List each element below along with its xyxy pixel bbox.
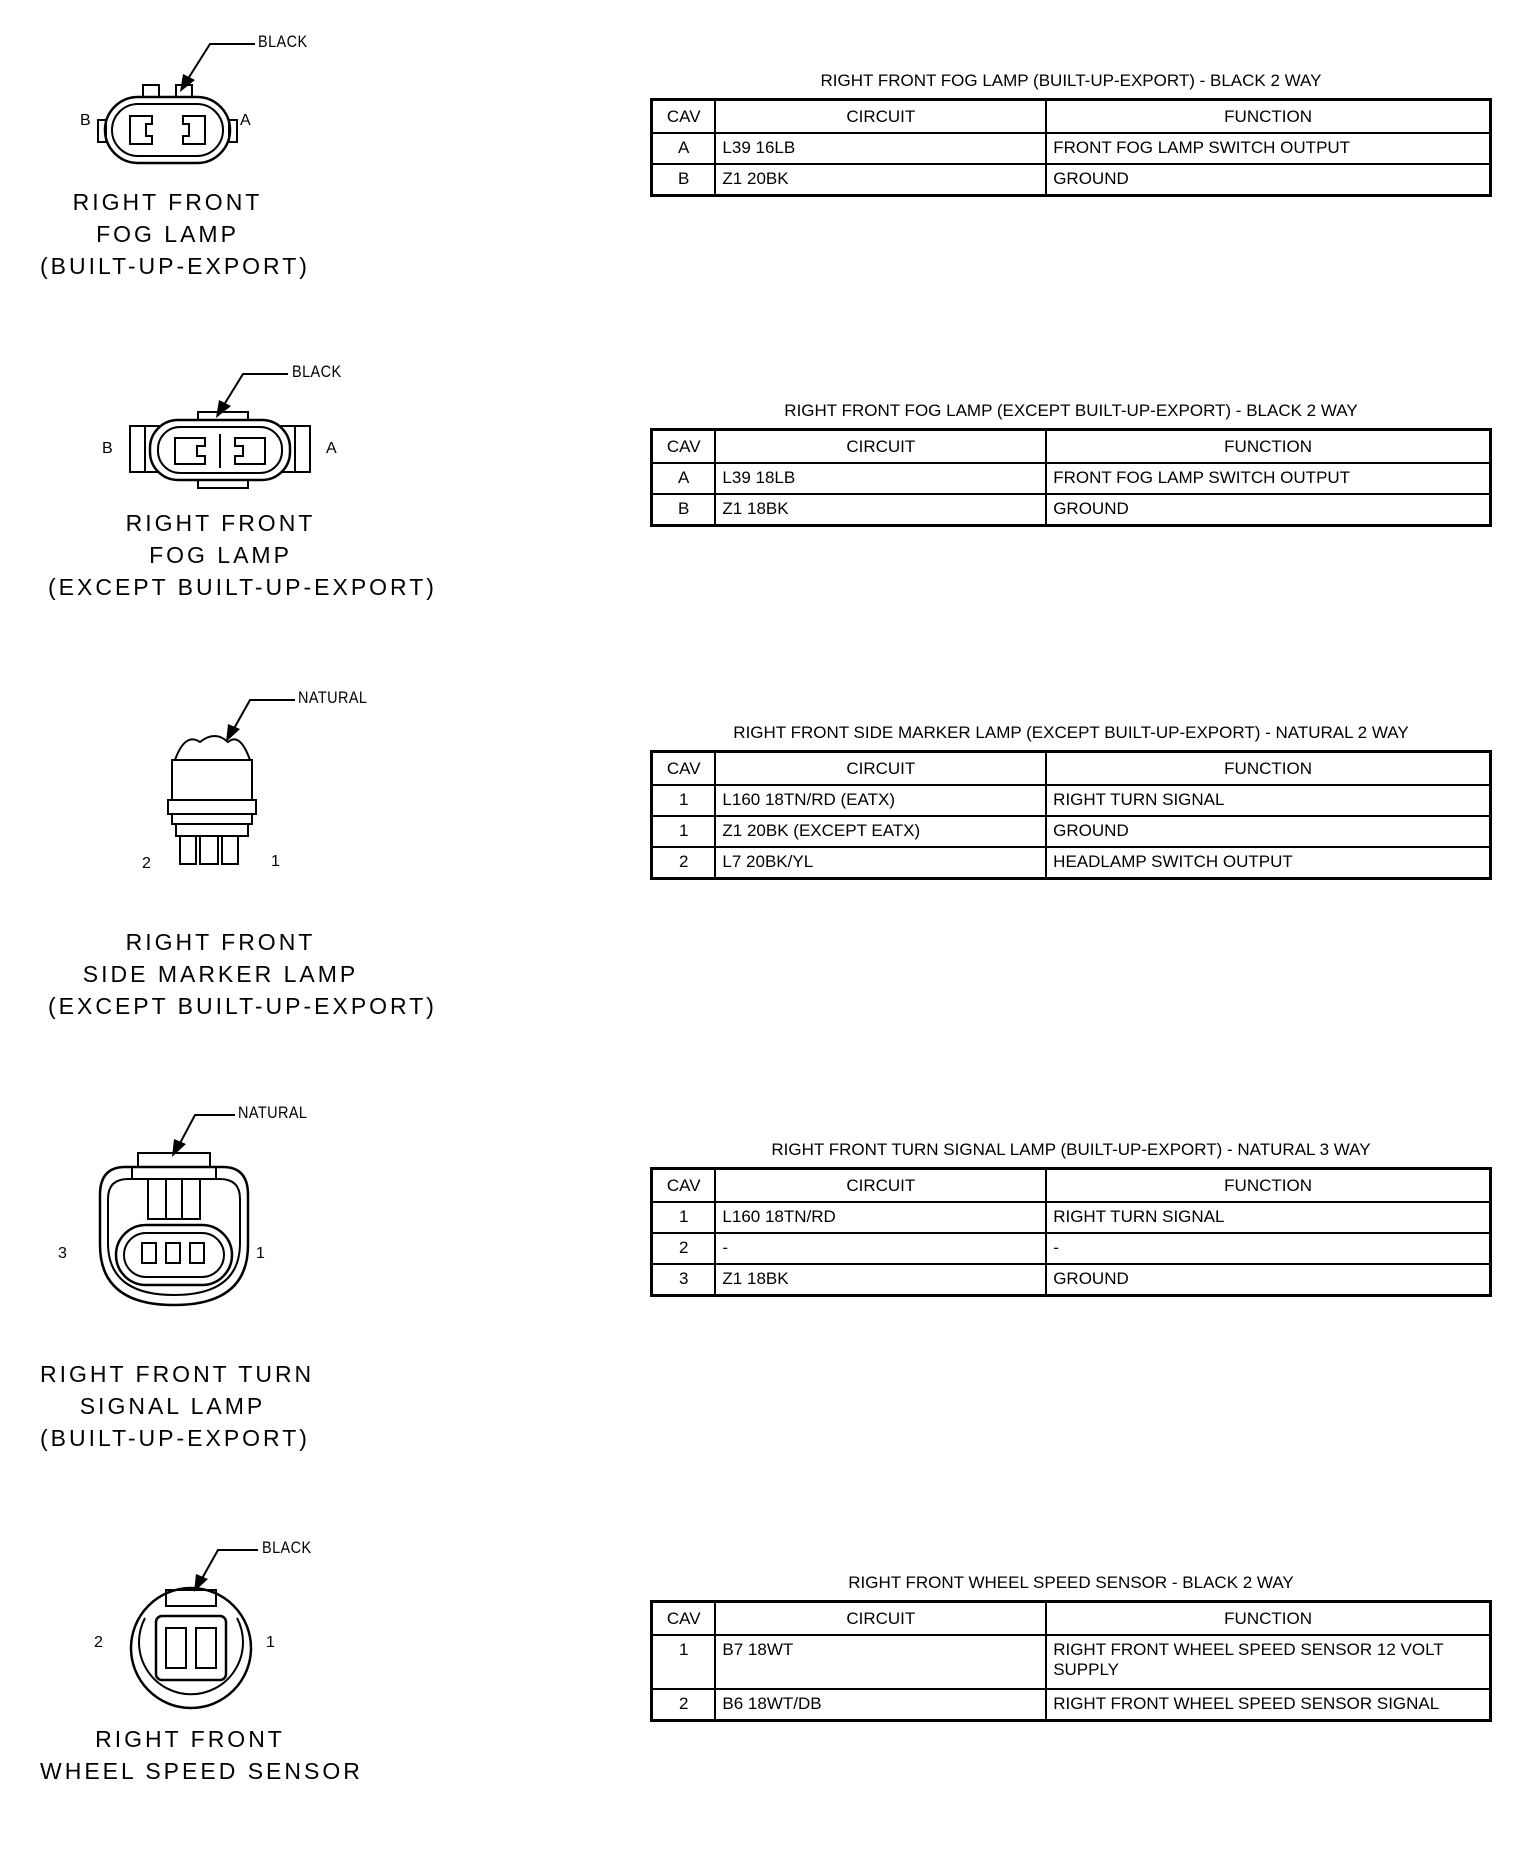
circuit-cell: L7 20BK/YL (715, 847, 1046, 878)
pinout-table (650, 750, 1492, 880)
table-row (652, 785, 1491, 816)
fog-lamp-connector-icon (0, 350, 437, 650)
circuit-cell: Z1 18BK (715, 494, 1046, 525)
table-row (652, 1264, 1491, 1295)
header-circuit: CIRCUIT (715, 1602, 1046, 1636)
cav-cell: 1 (652, 1202, 716, 1233)
pin-label-left: B (80, 112, 91, 129)
function-cell: GROUND (1046, 1264, 1490, 1295)
function-cell: FRONT FOG LAMP SWITCH OUTPUT (1046, 133, 1490, 164)
circuit-cell: - (715, 1233, 1046, 1264)
cav-cell: 2 (652, 1689, 716, 1720)
header-function: FUNCTION (1046, 1602, 1490, 1636)
caption-line: SIDE MARKER LAMP (82, 961, 359, 987)
pin-label-right: 1 (256, 1245, 265, 1262)
circuit-cell: L160 18TN/RD (EATX) (715, 785, 1046, 816)
cav-cell: 1 (652, 1635, 716, 1689)
connector-title: RIGHT FRONT SIDE MARKER LAMP (EXCEPT BUILT-UP-EXPORT) - NATURAL 2 WAY (733, 723, 1409, 742)
circuit-cell: L39 16LB (715, 133, 1046, 164)
color-label: NATURAL (298, 688, 368, 707)
header-circuit: CIRCUIT (715, 752, 1046, 786)
caption-line: (BUILT-UP-EXPORT) (40, 253, 310, 279)
function-cell: GROUND (1046, 816, 1490, 847)
table-row (652, 494, 1491, 525)
cav-cell: 2 (652, 1233, 716, 1264)
table-header-row (652, 100, 1491, 134)
circuit-cell: Z1 20BK (715, 164, 1046, 195)
caption-line: SIGNAL LAMP (79, 1393, 266, 1419)
pin-label-left: B (102, 440, 113, 457)
connector-title: RIGHT FRONT FOG LAMP (BUILT-UP-EXPORT) - BLACK 2 WAY (820, 71, 1322, 90)
cav-cell: B (652, 164, 716, 195)
function-cell: RIGHT FRONT WHEEL SPEED SENSOR 12 VOLT SUPPLY (1046, 1635, 1490, 1689)
cav-cell: 1 (652, 785, 716, 816)
caption-line: WHEEL SPEED SENSOR (40, 1758, 363, 1784)
header-function: FUNCTION (1046, 430, 1490, 464)
function-cell: GROUND (1046, 494, 1490, 525)
connector-title: RIGHT FRONT TURN SIGNAL LAMP (BUILT-UP-EXPORT) - NATURAL 3 WAY (771, 1140, 1371, 1159)
color-label: NATURAL (238, 1103, 308, 1122)
table-row (652, 133, 1491, 164)
circuit-cell: Z1 20BK (EXCEPT EATX) (715, 816, 1046, 847)
pin-label-right: 1 (271, 853, 280, 870)
cav-cell: 1 (652, 816, 716, 847)
connector-caption (40, 1723, 363, 1787)
caption-line: RIGHT FRONT TURN (40, 1361, 315, 1387)
header-cav: CAV (652, 1602, 716, 1636)
pin-label-left: 2 (142, 855, 151, 872)
cav-cell: 3 (652, 1264, 716, 1295)
circuit-cell: B7 18WT (715, 1635, 1046, 1689)
pinout-table (650, 98, 1492, 197)
header-function: FUNCTION (1046, 1169, 1490, 1203)
caption-line: RIGHT FRONT (125, 929, 316, 955)
table-row (652, 816, 1491, 847)
pin-label-left: 2 (94, 1634, 103, 1651)
caption-line: FOG LAMP (96, 221, 239, 247)
caption-line: RIGHT FRONT (125, 510, 316, 536)
header-cav: CAV (652, 100, 716, 134)
connector-drawing-wheel-speed-sensor (0, 1530, 420, 1860)
function-cell: HEADLAMP SWITCH OUTPUT (1046, 847, 1490, 878)
connector-caption (48, 507, 437, 603)
turn-signal-connector-icon (0, 1095, 420, 1335)
function-cell: - (1046, 1233, 1490, 1264)
table-row (652, 1635, 1491, 1689)
circuit-cell: L160 18TN/RD (715, 1202, 1046, 1233)
caption-line: (EXCEPT BUILT-UP-EXPORT) (48, 993, 437, 1019)
header-circuit: CIRCUIT (715, 1169, 1046, 1203)
cav-cell: A (652, 463, 716, 494)
table-row (652, 1689, 1491, 1720)
pin-label-left: 3 (58, 1245, 67, 1262)
table-row (652, 1233, 1491, 1264)
table-header-row (652, 1169, 1491, 1203)
cav-cell: 2 (652, 847, 716, 878)
circuit-cell: L39 18LB (715, 463, 1046, 494)
pinout-table (650, 1600, 1492, 1722)
header-circuit: CIRCUIT (715, 430, 1046, 464)
table-header-row (652, 430, 1491, 464)
function-cell: FRONT FOG LAMP SWITCH OUTPUT (1046, 463, 1490, 494)
caption-line: (BUILT-UP-EXPORT) (40, 1425, 310, 1451)
connector-title: RIGHT FRONT WHEEL SPEED SENSOR - BLACK 2 WAY (848, 1573, 1294, 1592)
function-cell: GROUND (1046, 164, 1490, 195)
color-label: BLACK (262, 1538, 312, 1557)
table-row (652, 847, 1491, 878)
caption-line: RIGHT FRONT (95, 1726, 285, 1752)
connector-caption (48, 926, 437, 1022)
header-cav: CAV (652, 1169, 716, 1203)
color-label: BLACK (258, 32, 308, 51)
pinout-table (650, 1167, 1492, 1297)
table-row (652, 1202, 1491, 1233)
connector-drawing-fog-lamp-export (0, 20, 420, 350)
pin-label-right: A (326, 440, 337, 457)
caption-line: RIGHT FRONT (72, 189, 263, 215)
table-row (652, 164, 1491, 195)
circuit-cell: Z1 18BK (715, 1264, 1046, 1295)
caption-line: (EXCEPT BUILT-UP-EXPORT) (48, 574, 437, 600)
caption-line: FOG LAMP (149, 542, 292, 568)
pinout-table (650, 428, 1492, 527)
pin-label-right: A (240, 112, 251, 129)
circuit-cell: B6 18WT/DB (715, 1689, 1046, 1720)
table-header-row (652, 1602, 1491, 1636)
cav-cell: A (652, 133, 716, 164)
header-function: FUNCTION (1046, 100, 1490, 134)
function-cell: RIGHT TURN SIGNAL (1046, 1202, 1490, 1233)
function-cell: RIGHT TURN SIGNAL (1046, 785, 1490, 816)
connector-title: RIGHT FRONT FOG LAMP (EXCEPT BUILT-UP-EXPORT) - BLACK 2 WAY (784, 401, 1358, 420)
side-marker-connector-icon (0, 680, 420, 920)
connector-caption (40, 186, 310, 282)
table-row (652, 463, 1491, 494)
color-label: BLACK (292, 362, 342, 381)
cav-cell: B (652, 494, 716, 525)
header-cav: CAV (652, 752, 716, 786)
table-header-row (652, 752, 1491, 786)
pin-label-right: 1 (266, 1634, 275, 1651)
header-cav: CAV (652, 430, 716, 464)
connector-caption (40, 1358, 315, 1454)
wheel-speed-sensor-connector-icon (0, 1530, 420, 1710)
function-cell: RIGHT FRONT WHEEL SPEED SENSOR SIGNAL (1046, 1689, 1490, 1720)
header-circuit: CIRCUIT (715, 100, 1046, 134)
header-function: FUNCTION (1046, 752, 1490, 786)
